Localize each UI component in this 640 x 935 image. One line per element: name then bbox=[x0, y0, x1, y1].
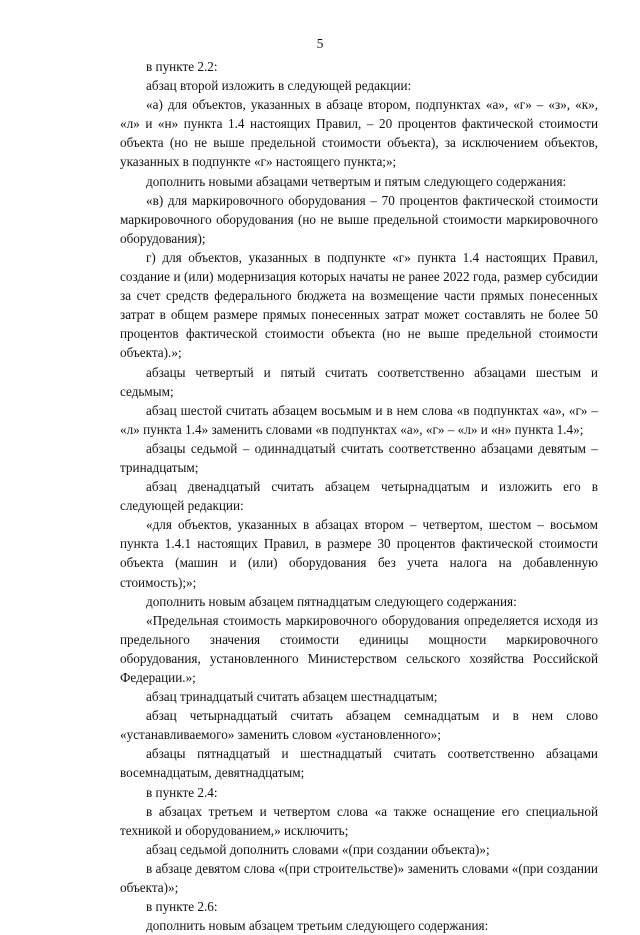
paragraph: «в) для маркировочного оборудования – 70 процентов фактической стоимости маркировочного оборудования (но не выше предельной стоимости маркировочного оборудования); bbox=[120, 192, 598, 246]
paragraph: абзацы пятнадцатый и шестнадцатый считать соответственно абзацами восемнадцатым, девятнадцатым; bbox=[120, 746, 598, 781]
paragraph: абзацы четвертый и пятый считать соответственно абзацами шестым и седьмым; bbox=[120, 364, 598, 399]
paragraph: «Предельная стоимость маркировочного оборудования определяется исходя из предельного значения стоимости единицы мощности маркировочного оборудования, установленного Министерством сельского хозяйства Российской Федерации.»; bbox=[120, 612, 598, 685]
paragraph: абзацы седьмой – одиннадцатый считать соответственно абзацами девятым – тринадцатым; bbox=[120, 440, 598, 475]
paragraph: абзац четырнадцатый считать абзацем семнадцатым и в нем слово «устанавливаемого» заменить словом «установленного»; bbox=[120, 708, 598, 743]
paragraph: абзац второй изложить в следующей редакции: bbox=[146, 78, 412, 94]
paragraph: в пункте 2.2: bbox=[146, 59, 218, 74]
paragraph: абзац тринадцатый считать абзацем шестнадцатым; bbox=[146, 689, 438, 705]
paragraph: дополнить новыми абзацами четвертым и пятым следующего содержания: bbox=[146, 173, 567, 189]
paragraph: в абзаце девятом слова «(при строительстве)» заменить словами «(при создании объекта)»; bbox=[120, 860, 598, 896]
paragraph: в пункте 2.4: bbox=[146, 784, 218, 800]
paragraph: г) для объектов, указанных в подпункте «г» пункта 1.4 настоящих Правил, создание и (или) модернизация которых начаты не ранее 2022 года, размер субсидии за счет средств федерального бюджета на возмещение части прямых понесенных затрат в общем размере прямых понесенных затрат может составлять не более 50 процентов фактической стоимости объекта (но не выше предельной стоимости объекта).»; bbox=[120, 249, 598, 361]
paragraph: абзац двенадцатый считать абзацем четырнадцатым и изложить его в следующей редакции: bbox=[120, 479, 598, 514]
paragraph: абзац шестой считать абзацем восьмым и в нем слова «в подпунктах «а», «г» – «л» пункта 1.4» заменить словами «в подпунктах «а», «г» – «л» и «н» пункта 1.4»; bbox=[120, 402, 598, 437]
paragraph: дополнить новым абзацем третьим следующего содержания: bbox=[146, 918, 489, 934]
page-number: 5 bbox=[316, 36, 324, 51]
document-body bbox=[120, 57, 598, 935]
paragraph: «для объектов, указанных в абзацах втором – четвертом, шестом – восьмом пункта 1.4.1 настоящих Правил, в размере 30 процентов фактической стоимости объекта (машин и (или) оборудования без учета налога на добавленную стоимость);»; bbox=[120, 517, 598, 590]
paragraph: в абзацах третьем и четвертом слова «а также оснащение его специальной техникой и оборудованием,» исключить; bbox=[120, 803, 598, 838]
paragraph: дополнить новым абзацем пятнадцатым следующего содержания: bbox=[146, 593, 517, 609]
paragraph: абзац седьмой дополнить словами «(при создании объекта)»; bbox=[146, 841, 490, 857]
paragraph: «а) для объектов, указанных в абзаце втором, подпунктах «а», «г» – «з», «к», «л» и «н» пункта 1.4 настоящих Правил, – 20 процентов фактической стоимости объекта (но не выше предельной стоимости объекта), за исключением объектов, указанных в подпункте «г» настоящего пункта;»; bbox=[120, 97, 598, 170]
paragraph: в пункте 2.6: bbox=[146, 899, 218, 915]
